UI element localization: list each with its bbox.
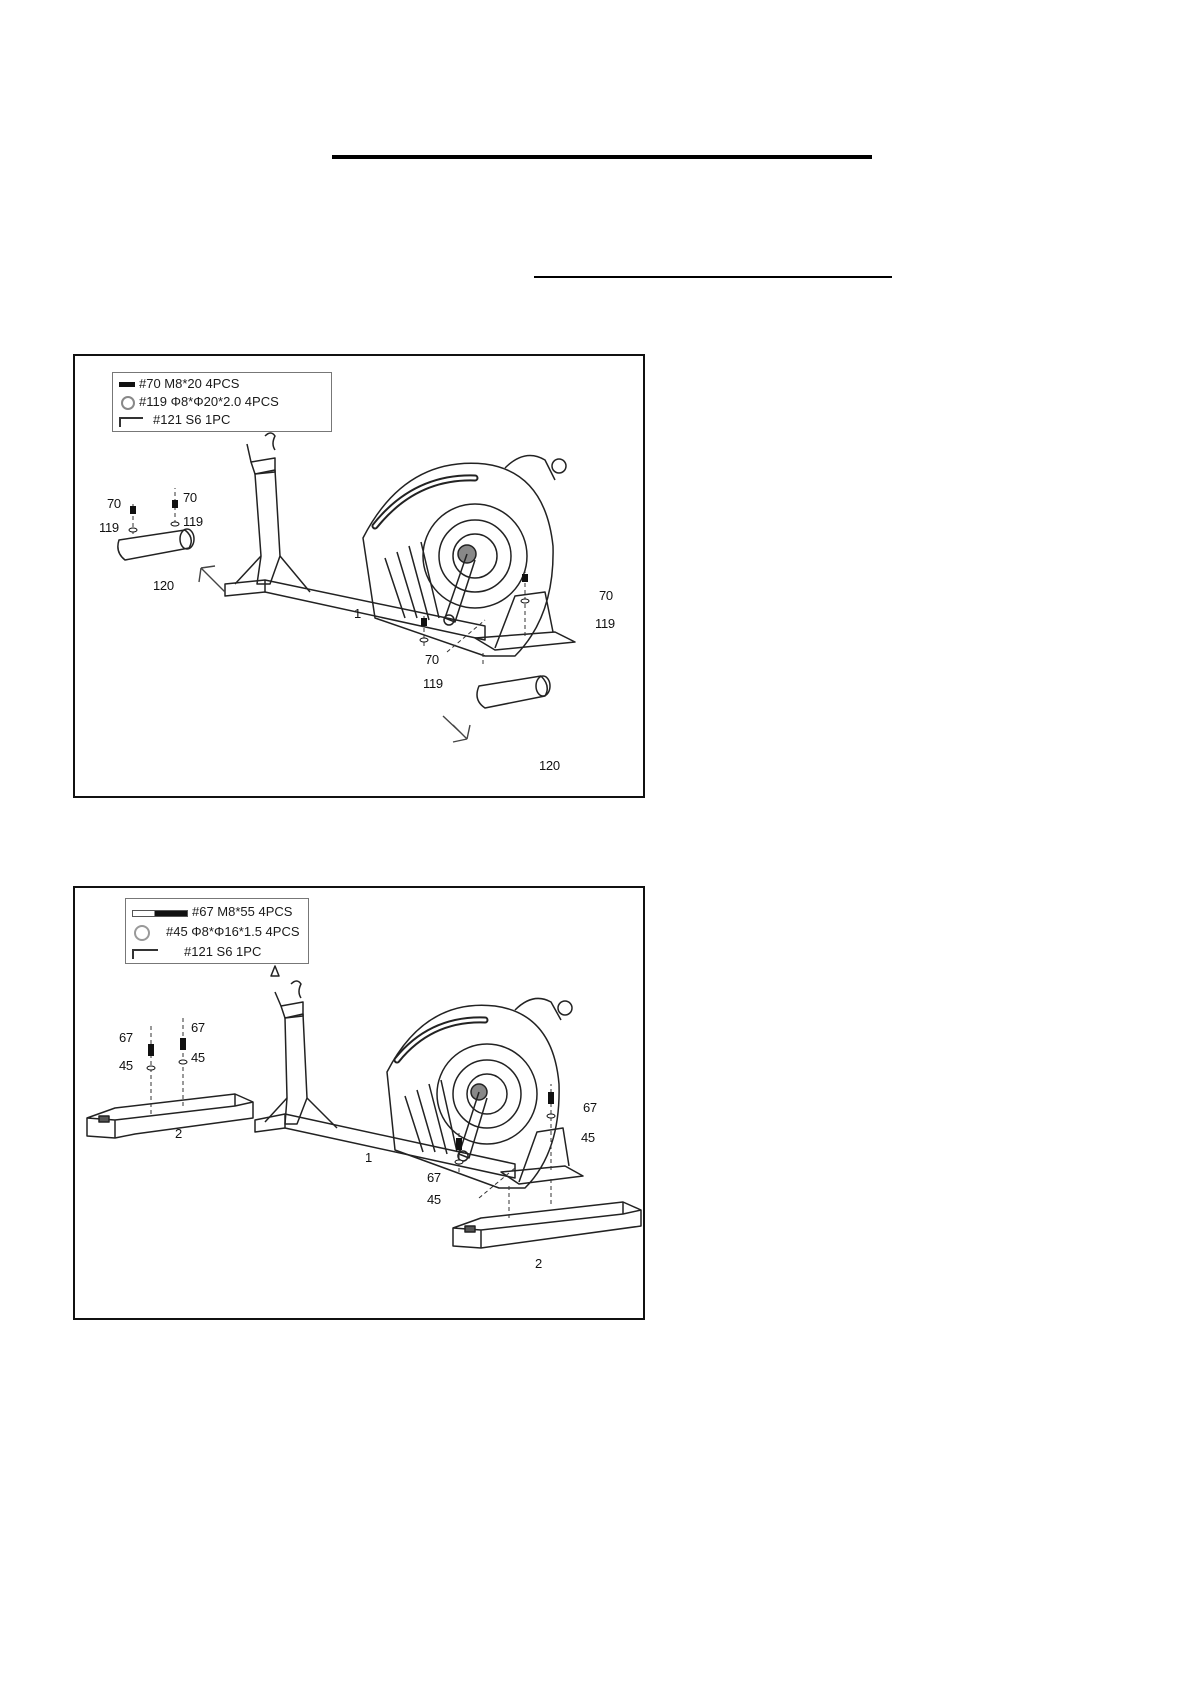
legend-text: #121 S6 1PC [184,944,262,959]
part-label-120: 120 [153,578,174,593]
part-label-45: 45 [119,1058,133,1073]
bolt-icon [132,910,188,917]
legend-text: #67 M8*55 4PCS [192,904,293,919]
bolt-icon [119,382,135,387]
part-label-70: 70 [425,652,439,667]
part-label-45: 45 [581,1130,595,1145]
part-label-1: 1 [365,1150,372,1165]
legend-row [113,393,331,411]
assembly-diagram-step-2 [73,886,645,1320]
hardware-legend [125,898,309,964]
part-label-1: 1 [354,606,361,621]
part-label-70: 70 [183,490,197,505]
legend-text: #121 S6 1PC [153,412,231,427]
legend-text: #45 Φ8*Φ16*1.5 4PCS [166,924,300,939]
legend-row [113,375,331,393]
legend-text: #119 Φ8*Φ20*2.0 4PCS [139,394,279,409]
part-label-67: 67 [191,1020,205,1035]
legend-text: #70 M8*20 4PCS [139,376,240,391]
title-underline [332,155,872,159]
part-label-67: 67 [583,1100,597,1115]
allen-key-icon [132,949,158,959]
washer-icon [134,925,150,941]
part-label-119: 119 [423,676,443,691]
part-label-119: 119 [99,520,119,535]
part-label-119: 119 [595,616,615,631]
part-label-120: 120 [539,758,560,773]
part-label-2: 2 [535,1256,542,1271]
part-label-70: 70 [599,588,613,603]
part-label-45: 45 [427,1192,441,1207]
part-label-2: 2 [175,1126,182,1141]
assembly-diagram-step-1 [73,354,645,798]
part-label-70: 70 [107,496,121,511]
legend-row [126,923,308,941]
washer-icon [121,396,135,410]
part-label-45: 45 [191,1050,205,1065]
hardware-legend [112,372,332,432]
part-label-67: 67 [119,1030,133,1045]
part-label-67: 67 [427,1170,441,1185]
legend-row [126,903,308,921]
allen-key-icon [119,417,143,427]
legend-row [113,411,331,429]
part-label-119: 119 [183,514,203,529]
subtitle-underline [534,276,892,278]
legend-row [126,943,308,961]
